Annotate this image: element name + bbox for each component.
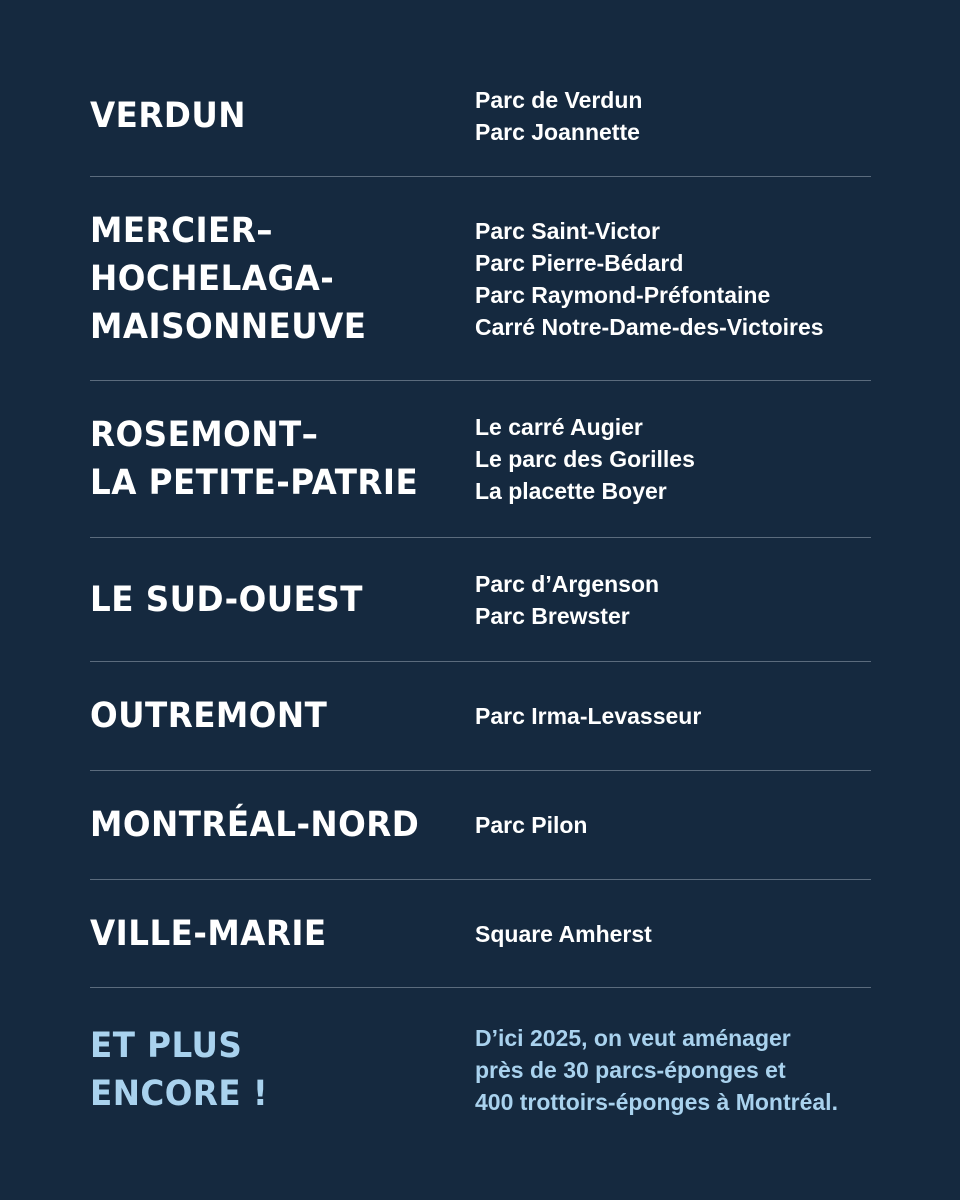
borough-name — [90, 538, 460, 661]
park-list — [475, 538, 875, 661]
borough-name — [90, 662, 460, 770]
park-item: Parc Irma-Levasseur — [475, 703, 702, 729]
borough-name — [90, 381, 460, 537]
park-item: Square Amherst — [475, 920, 652, 947]
borough-row-mercier-hochelaga-maisonneuve — [90, 177, 871, 381]
borough-row-montreal-nord — [90, 771, 871, 880]
borough-row-verdun — [90, 55, 871, 177]
borough-row-rosemont-la-petite-patrie — [90, 381, 871, 538]
park-item: La placette Boyer — [475, 478, 667, 504]
borough-row-le-sud-ouest — [90, 538, 871, 662]
park-item: Parc Raymond-Préfontaine — [475, 281, 771, 308]
borough-name — [90, 880, 460, 987]
borough-name — [90, 177, 460, 380]
park-list — [475, 771, 875, 879]
footer-title — [90, 1000, 460, 1140]
borough-name-line: VILLE-MARIE — [90, 913, 327, 954]
footer-title-line: ENCORE ! — [90, 1074, 269, 1114]
footer-text-line: près de 30 parcs-éponges et — [475, 1057, 786, 1083]
park-item: Parc Brewster — [475, 602, 630, 629]
borough-name-line: HOCHELAGA- — [90, 258, 335, 299]
borough-name — [90, 771, 460, 879]
borough-name-line: VERDUN — [90, 95, 246, 136]
park-item: Parc Saint-Victor — [475, 217, 660, 244]
borough-name-line: LE SUD-OUEST — [90, 579, 363, 620]
park-item: Parc Pilon — [475, 812, 588, 838]
borough-name — [90, 55, 460, 176]
footer-text-line: 400 trottoirs-éponges à Montréal. — [475, 1089, 838, 1115]
borough-name-line: MAISONNEUVE — [90, 306, 367, 347]
footer-text — [475, 1000, 875, 1140]
footer-text-line: D’ici 2025, on veut aménager — [475, 1025, 791, 1051]
park-list — [475, 55, 875, 176]
park-list — [475, 381, 875, 537]
borough-name-line: LA PETITE-PATRIE — [90, 463, 419, 503]
park-item: Carré Notre-Dame-des-Victoires — [475, 313, 824, 340]
park-item: Le parc des Gorilles — [475, 446, 695, 472]
park-item: Parc de Verdun — [475, 86, 643, 113]
park-list — [475, 880, 875, 987]
park-list — [475, 177, 875, 380]
footer-title-line: ET PLUS — [90, 1026, 243, 1066]
borough-row-ville-marie — [90, 880, 871, 988]
park-item: Parc Joannette — [475, 118, 640, 145]
park-item: Parc d’Argenson — [475, 570, 660, 597]
park-item: Le carré Augier — [475, 414, 643, 440]
park-list — [475, 662, 875, 770]
footer-row — [90, 1000, 871, 1140]
borough-name-line: OUTREMONT — [90, 696, 328, 736]
borough-name-line: MERCIER– — [90, 210, 273, 251]
borough-name-line: MONTRÉAL-NORD — [90, 805, 420, 845]
borough-row-outremont — [90, 662, 871, 771]
borough-name-line: ROSEMONT– — [90, 415, 319, 455]
park-item: Parc Pierre-Bédard — [475, 249, 684, 276]
